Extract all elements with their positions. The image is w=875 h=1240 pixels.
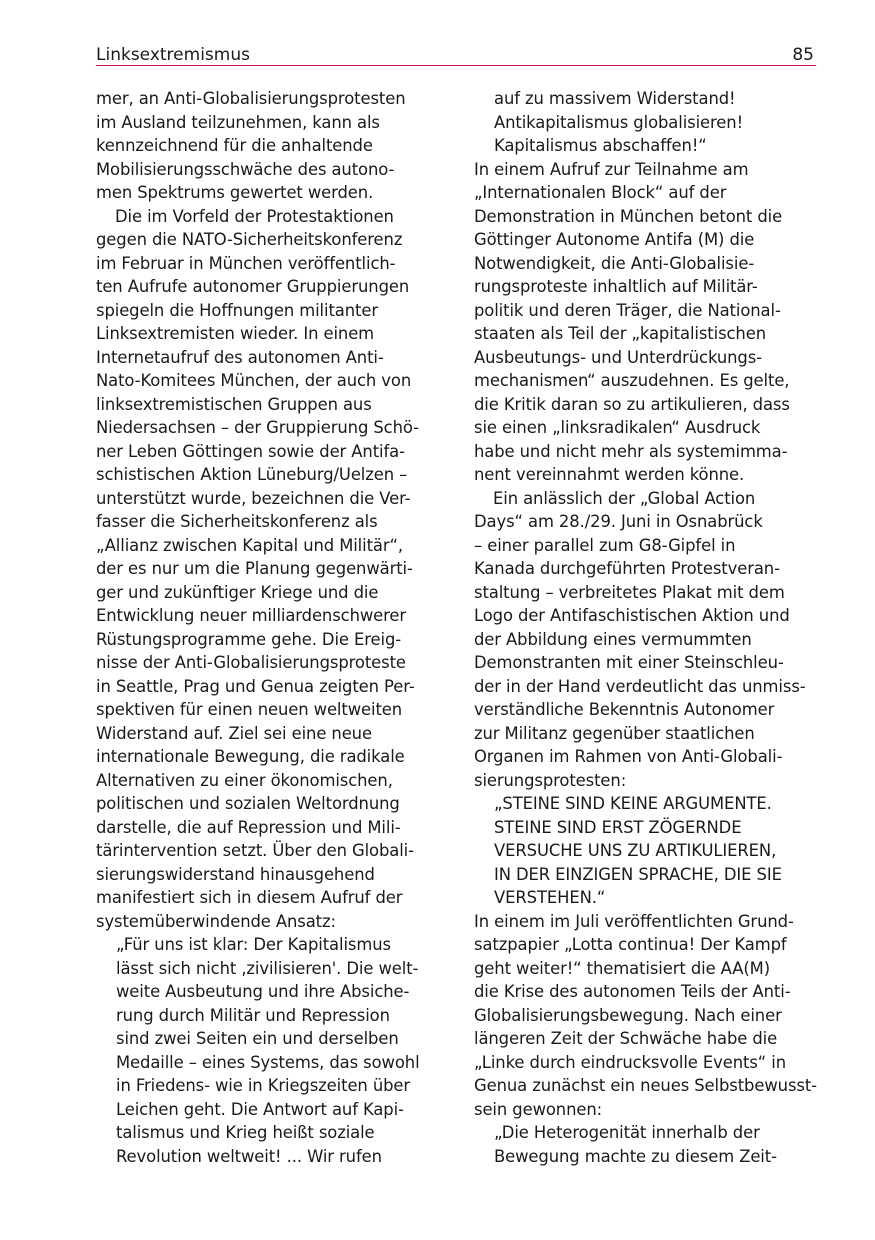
text-line: sie einen „linksradikalen“ Ausdruck [474,418,761,437]
quote-line: weite Ausbeutung und ihre Absiche- [116,982,410,1001]
text-line: darstelle, die auf Repression und Mili- [96,817,401,837]
text-line: Ein anlässlich der „Global Action [493,488,756,508]
quote-line: VERSUCHE UNS ZU ARTIKULIEREN, [494,841,777,860]
text-line: Linksextremisten wieder. In einem [96,324,375,343]
quote-line: „Für uns ist klar: Der Kapitalismus [116,935,391,954]
text-line: In einem Aufruf zur Teilnahme am [474,159,749,179]
text-line: Mobilisierungsschwäche des autono- [96,159,395,179]
text-line: rungsproteste inhaltlich auf Militär- [474,277,758,296]
text-line: nisse der Anti-Globalisierungsproteste [96,653,406,672]
text-line: schistischen Aktion Lüneburg/Uelzen – [96,465,408,484]
quote-line: Bewegung machte zu diesem Zeit- [494,1146,777,1166]
text-line: Entwicklung neuer milliardenschwerer [96,606,407,625]
text-line: sierungswiderstand hinausgehend [96,864,375,884]
text-line: der in der Hand verdeutlicht das unmiss- [474,676,806,696]
text-line: kennzeichnend für die anhaltende [96,136,373,155]
text-line: Rüstungsprogramme gehe. Die Ereig- [96,629,402,649]
text-line: in Seattle, Prag und Genua zeigten Per- [96,676,415,696]
text-line: Days“ am 28./29. Juni in Osnabrück [474,512,763,531]
text-line: men Spektrums gewertet werden. [96,183,374,202]
text-line: die Kritik daran so zu artikulieren, dass [474,394,790,414]
quote-line: lässt sich nicht ‚zivilisieren'. Die welt- [116,958,419,978]
quote-line: IN DER EINZIGEN SPRACHE, DIE SIE [494,864,782,884]
quote-line: „Die Heterogenität innerhalb der [494,1123,760,1142]
text-line: Organen im Rahmen von Anti-Globali- [474,747,783,766]
text-line: Demonstration in München betont die [474,206,783,226]
text-line: nent vereinnahmt werden könne. [474,465,745,484]
text-line: im Ausland teilzunehmen, kann als [96,112,380,132]
text-line: Internetaufruf des autonomen Anti- [96,347,384,367]
text-line: mer, an Anti-Globalisierungsprotesten [96,89,406,108]
text-line: unterstützt wurde, bezeichnen die Ver- [96,488,411,508]
text-line: In einem im Juli veröffentlichten Grund- [474,911,794,931]
text-line: Niedersachsen – der Gruppierung Schö- [96,418,419,437]
text-line: „Linke durch eindrucksvolle Events“ in [474,1052,787,1072]
text-line: der es nur um die Planung gegenwärti- [96,559,413,578]
text-line: geht weiter!“ thematisiert die AA(M) [474,958,770,978]
quote-line: auf zu massivem Widerstand! [494,89,736,108]
header-title: Linksextremismus [96,45,250,65]
text-line: ger und zukünftiger Kriege und die [96,582,379,602]
quote-line: in Friedens- wie in Kriegszeiten über [116,1076,411,1095]
text-line: politischen und sozialen Weltordnung [96,794,400,813]
quote-line: Antikapitalismus globalisieren! [494,112,744,132]
quote-line: Leichen geht. Die Antwort auf Kapi- [116,1099,404,1119]
header-rule [96,65,816,66]
text-line: sierungsprotesten: [474,770,627,790]
quote-line: Medaille – eines Systems, das sowohl [116,1052,420,1072]
quote-line: sind zwei Seiten ein und derselben [116,1029,399,1048]
text-line: verständliche Bekenntnis Autonomer [474,700,775,719]
text-line: Die im Vorfeld der Protestaktionen [115,206,394,226]
text-line: spiegeln die Hoffnungen militanter [96,300,378,320]
text-line: staaten als Teil der „kapitalistischen [474,324,766,343]
text-line: Widerstand auf. Ziel sei eine neue [96,723,372,743]
text-line: spektiven für einen neuen weltweiten [96,700,403,719]
text-line: der Abbildung eines vermummten [474,629,752,649]
text-line: Alternativen zu einer ökonomischen, [96,770,393,790]
quote-line: „STEINE SIND KEINE ARGUMENTE. [494,794,772,813]
text-line: internationale Bewegung, die radikale [96,747,405,766]
text-line: Genua zunächst ein neues Selbstbewusst- [474,1076,817,1095]
text-line: – einer parallel zum G8-Gipfel in [474,535,736,555]
text-line: die Krise des autonomen Teils der Anti- [474,982,791,1001]
quote-line: VERSTEHEN.“ [494,888,606,907]
text-line: habe und nicht mehr als systemimma- [474,441,788,461]
text-line: im Februar in München veröffentlich- [96,253,396,273]
quote-line: Kapitalismus abschaffen!“ [494,136,707,155]
text-line: ten Aufrufe autonomer Gruppierungen [96,277,410,296]
text-line: linksextremistischen Gruppen aus [96,394,372,414]
text-line: Globalisierungsbewegung. Nach einer [474,1005,782,1025]
text-line: Göttinger Autonome Antifa (M) die [474,230,755,249]
running-header [96,44,816,66]
text-line: Notwendigkeit, die Anti-Globalisie- [474,253,755,273]
text-line: manifestiert sich in diesem Aufruf der [96,888,403,907]
text-line: tärintervention setzt. Über den Globali- [96,841,414,860]
quote-line: talismus und Krieg heißt soziale [116,1123,375,1142]
right-column [474,87,819,1168]
quote-line: rung durch Militär und Repression [116,1005,390,1025]
text-line: satzpapier „Lotta continua! Der Kampf [474,935,787,954]
left-column [96,87,441,1168]
text-line: längeren Zeit der Schwäche habe die [474,1029,778,1048]
text-line: Demonstranten mit einer Steinschleu- [474,653,784,672]
text-line: „Allianz zwischen Kapital und Militär“, [96,535,404,555]
text-line: Kanada durchgeführten Protestveran- [474,559,780,578]
text-line: mechanismen“ auszudehnen. Es gelte, [474,371,790,390]
quote-line: Revolution weltweit! ... Wir rufen [116,1146,382,1166]
text-line: Nato-Komitees München, der auch von [96,371,412,390]
text-line: gegen die NATO-Sicherheitskonferenz [96,230,403,249]
text-line: Logo der Antifaschistischen Aktion und [474,606,790,625]
text-line: politik und deren Träger, die National- [474,300,781,320]
text-line: sein gewonnen: [474,1099,603,1119]
text-line: ner Leben Göttingen sowie der Antifa- [96,441,405,461]
text-line: „Internationalen Block“ auf der [474,183,727,202]
text-line: zur Militanz gegenüber staatlichen [474,723,755,743]
page-number: 85 [792,45,814,65]
quote-line: STEINE SIND ERST ZÖGERNDE [494,817,742,837]
text-line: Ausbeutungs- und Unterdrückungs- [474,347,762,367]
text-line: staltung – verbreitetes Plakat mit dem [474,582,785,602]
text-line: fasser die Sicherheitskonferenz als [96,512,378,531]
text-line: systemüberwindende Ansatz: [96,911,336,931]
